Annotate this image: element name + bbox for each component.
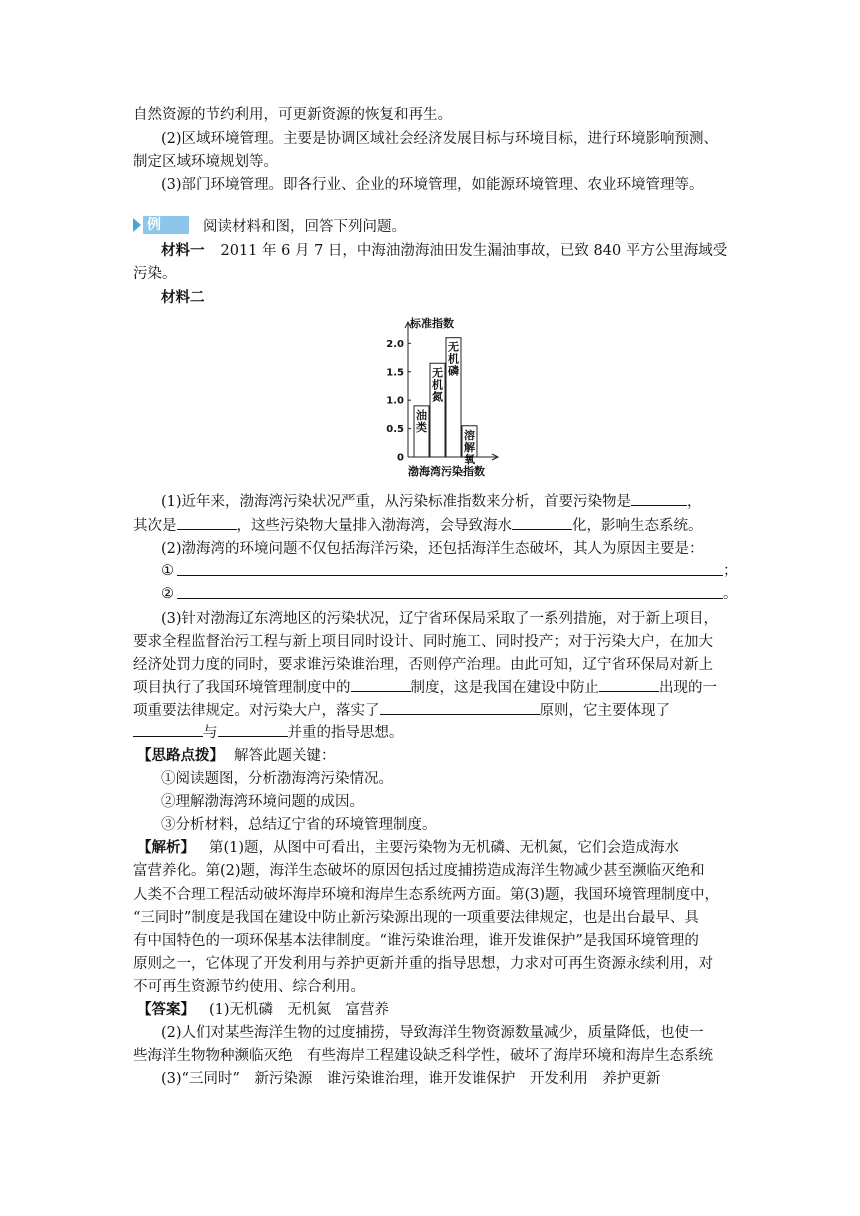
bars — [414, 338, 477, 466]
analysis-line-4: “三同时”制度是我国在建设中防止新污染源出现的一项重要法律规定，也是出台最早、具 — [133, 910, 699, 926]
q3-blank-4[interactable] — [133, 722, 203, 737]
q3-text-5a: 项重要法律规定。对污染大户，落实了 — [133, 703, 380, 719]
analysis-text-1: 第(1)题，从图中可看出，主要污染物为无机磷、无机氮，它们会造成海水 — [209, 840, 680, 856]
analysis-line-2: 富营养化。第(2)题，海洋生态破坏的原因包括过度捕捞造成海洋生物减少甚至濒临灭绝和 — [133, 863, 705, 879]
q3-text-4b: 制度，这是我国在建设中防止 — [410, 680, 599, 696]
q2-end-2: 。 — [723, 586, 738, 602]
q1-blank-1[interactable] — [631, 491, 687, 506]
q3-line-6 — [133, 722, 733, 744]
analysis-line-3: 人类不合理工程活动破坏海岸环境和海岸生态系统两方面。第(3)题，我国环境管理制度中， — [133, 887, 720, 903]
answer-line-4: (3)“三同时” 新污染源 谁污染谁治理，谁开发谁保护 开发利用 养护更新 — [161, 1071, 661, 1087]
y-tick-label: 1.5 — [386, 367, 404, 379]
analysis-line-7: 不可再生资源节约使用、综合利用。 — [133, 979, 365, 995]
q3-text-6a: 与 — [203, 725, 218, 741]
q1-blank-3[interactable] — [512, 515, 572, 530]
hint-step-3: ③分析材料，总结辽宁省的环境管理制度。 — [161, 817, 437, 833]
q3-text-4a: 项目执行了我国环境管理制度中的 — [133, 680, 351, 696]
hint-line — [137, 745, 737, 767]
bar-label-char: 氮 — [432, 390, 443, 404]
intro-line-1: 自然资源的节约利用，可更新资源的恢复和再生。 — [133, 107, 452, 123]
q2-marker-1: ① — [161, 563, 174, 579]
play-arrow-icon — [133, 218, 141, 232]
answer-line-2: (2)人们对某些海洋生物的过度捕捞，导致海洋生物资源数量减少，质量降低，也使一 — [161, 1025, 704, 1041]
material-one-line-2: 污染。 — [133, 266, 177, 282]
intro-line-2: (2)区域环境管理。主要是协调区域社会经济发展目标与环境目标，进行环境影响预测、 — [161, 131, 719, 147]
y-tick-label: 1.0 — [386, 395, 404, 407]
hint-step-1: ①阅读题图，分析渤海湾污染情况。 — [161, 771, 393, 787]
analysis-line-6: 原则之一，它体现了开发利用与养护更新并重的指导思想，力求对可再生资源永续利用，对 — [133, 956, 713, 972]
q2-answer-line-2[interactable] — [177, 598, 723, 599]
y-axis-label: 标准指数 — [410, 317, 454, 330]
y-ticks — [386, 339, 411, 464]
material-one-text: 2011 年 6 月 7 日，中海油渤海油田发生漏油事故，已致 840 平方公里海域受 — [220, 243, 728, 259]
q3-blank-2[interactable] — [599, 677, 659, 692]
analysis-line-5: 有中国特色的一项环保基本法律制度。“谁污染谁治理，谁开发谁保护”是我国环境管理的 — [133, 933, 699, 949]
q2-marker-2: ② — [161, 586, 174, 602]
q3-blank-3[interactable] — [380, 700, 540, 715]
q3-line-2: 要求全程监督治污工程与新上项目同时设计、同时施工、同时投产；对于污染大户，在加大 — [133, 634, 713, 650]
bar-label-char: 无 — [448, 340, 459, 354]
example-tag-label: 例 — [147, 217, 161, 233]
q1-line-2 — [133, 515, 733, 537]
hint-step-2: ②理解渤海湾环境问题的成因。 — [161, 794, 364, 810]
q3-line-1: (3)针对渤海辽东湾地区的污染状况，辽宁省环保局采取了一系列措施，对于新上项目， — [161, 611, 719, 627]
q1-text-c: 其次是 — [133, 518, 177, 534]
bar-label-char: 油 — [416, 408, 427, 422]
x-axis-label: 渤海湾污染指数 — [408, 465, 485, 478]
material-one-label: 材料一 — [161, 242, 205, 259]
q1-blank-2[interactable] — [177, 515, 237, 530]
q1-text-e: 化，影响生态系统。 — [572, 518, 703, 534]
example-header — [133, 216, 733, 238]
bar-label-char: 氧 — [464, 452, 475, 466]
answer-line-1 — [137, 999, 737, 1021]
q1-text-b: ， — [687, 494, 702, 510]
q1-text-d: ，这些污染物大量排入渤海湾，会导致海水 — [236, 518, 512, 534]
q3-line-3: 经济处罚力度的同时，要求谁污染谁治理，否则停产治理。由此可知，辽宁省环保局对新上 — [133, 657, 713, 673]
q3-line-5 — [133, 700, 733, 722]
example-prompt: 阅读材料和图，回答下列问题。 — [203, 219, 406, 235]
bar-label-2 — [432, 365, 443, 403]
q3-blank-1[interactable] — [351, 677, 411, 692]
bar-label-char: 类 — [416, 420, 427, 434]
material-two-label: 材料二 — [161, 289, 205, 306]
answer-label: 【答案】 — [137, 1001, 195, 1018]
y-tick-label: 0.5 — [386, 424, 404, 436]
y-tick-label: 0 — [397, 452, 404, 464]
hint-text: 解答此题关键： — [234, 748, 336, 764]
pollution-index-chart — [370, 308, 510, 478]
bar-label-4 — [464, 428, 476, 466]
q2-answer-line-1[interactable] — [177, 575, 723, 576]
material-one-line — [161, 240, 733, 262]
q1-line-1 — [161, 491, 733, 513]
q3-blank-5[interactable] — [218, 722, 288, 737]
answer-text-1: (1)无机磷 无机氮 富营养 — [209, 1002, 390, 1018]
bar-label-1 — [416, 408, 427, 434]
analysis-label: 【解析】 — [137, 839, 195, 856]
q1-text-a: (1)近年来，渤海湾污染状况严重，从污染标准指数来分析，首要污染物是 — [161, 494, 632, 510]
bar-label-char: 磷 — [448, 364, 459, 378]
hint-label: 【思路点拨】 — [137, 747, 224, 764]
intro-line-3: 制定区域环境规划等。 — [133, 154, 278, 170]
bar-label-char: 解 — [464, 440, 475, 454]
bar-label-char: 机 — [432, 378, 443, 392]
q2-end-1: ； — [723, 563, 738, 579]
bar-label-char: 无 — [432, 366, 443, 380]
q2-line: (2)渤海湾的环境问题不仅包括海洋污染，还包括海洋生态破坏，其人为原因主要是： — [161, 541, 704, 557]
example-tag — [133, 216, 189, 234]
intro-line-4: (3)部门环境管理。即各行业、企业的环境管理，如能源环境管理、农业环境管理等。 — [161, 177, 704, 193]
q3-text-5b: 原则，它主要体现了 — [539, 703, 670, 719]
q3-text-4c: 出现的一 — [659, 680, 717, 696]
answer-line-3: 些海洋生物物种濒临灭绝 有些海岸工程建设缺乏科学性，破坏了海岸环境和海岸生态系统 — [133, 1048, 713, 1064]
bar-label-char: 机 — [448, 352, 459, 366]
y-tick-label: 2.0 — [386, 338, 404, 350]
bar-label-3 — [448, 340, 459, 378]
bar-label-char: 溶 — [464, 428, 475, 442]
q3-line-4 — [133, 677, 733, 699]
analysis-line-1 — [137, 837, 737, 859]
q3-text-6b: 并重的指导思想。 — [287, 725, 404, 741]
